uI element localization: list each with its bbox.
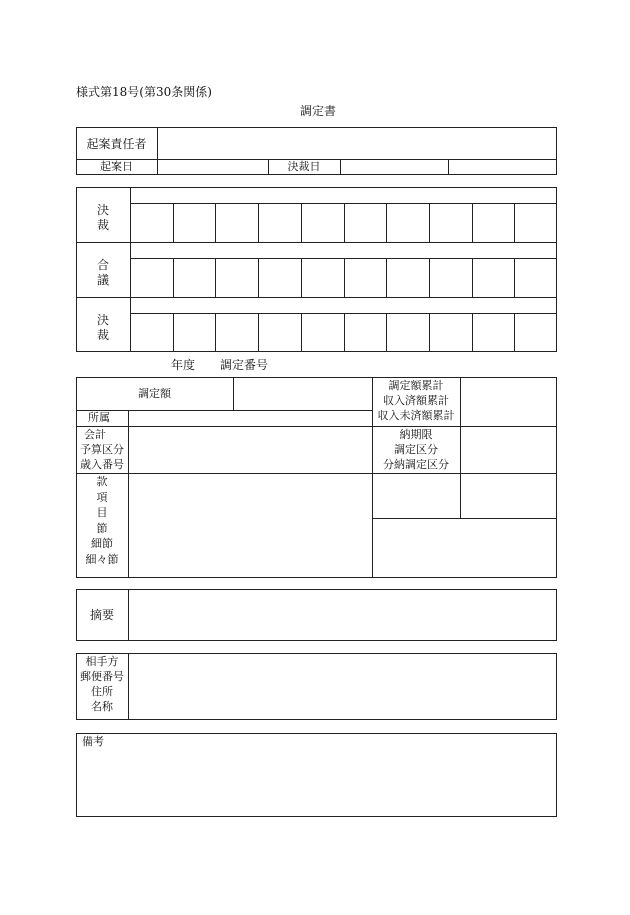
approval-stamp-cell[interactable] bbox=[259, 314, 300, 351]
approval-stamp-cell[interactable] bbox=[259, 204, 300, 241]
cumulative-assessment-label: 調定額累計 bbox=[388, 379, 444, 392]
assessment-amount-label: 調定額 bbox=[138, 387, 171, 400]
assessment-amount-field[interactable] bbox=[234, 378, 371, 409]
approval-stamp-cell[interactable] bbox=[345, 314, 386, 351]
account-labels bbox=[76, 427, 128, 472]
approval-stamp-cell[interactable] bbox=[302, 314, 343, 351]
assessment-number-label: 調定番号 bbox=[220, 358, 269, 372]
approval-stamp-cell[interactable] bbox=[345, 259, 386, 296]
summary-field[interactable] bbox=[129, 590, 556, 640]
counterparty-field[interactable] bbox=[129, 654, 556, 719]
approval-stamp-cell[interactable] bbox=[430, 204, 471, 241]
item-labels bbox=[76, 474, 128, 567]
approval-stamp-cell[interactable] bbox=[174, 314, 215, 351]
approval-stamp-cell[interactable] bbox=[174, 259, 215, 296]
summary-label: 摘要 bbox=[89, 608, 114, 622]
fiscal-year-label: 年度 bbox=[171, 358, 196, 372]
approval-stamp-cell[interactable] bbox=[131, 314, 172, 351]
item-saisetsu-label: 細節 bbox=[91, 537, 113, 550]
department-label: 所属 bbox=[88, 411, 110, 424]
remarks-label: 備考 bbox=[82, 735, 104, 748]
approval-stamp-cell[interactable] bbox=[302, 204, 343, 241]
approval-stamp-cell[interactable] bbox=[174, 204, 215, 241]
drafter-label: 起案責任者 bbox=[86, 137, 147, 151]
approval-stamp-cell[interactable] bbox=[216, 314, 257, 351]
item-extra-field-3[interactable] bbox=[373, 519, 556, 577]
item-kou-label: 項 bbox=[96, 490, 108, 504]
deadline-field[interactable] bbox=[461, 427, 556, 472]
item-saisaisetsu-label: 細々節 bbox=[85, 552, 119, 566]
deadline-labels bbox=[372, 427, 460, 472]
approval-stamp-cell[interactable] bbox=[131, 259, 172, 296]
department-field[interactable] bbox=[129, 411, 371, 425]
approval-stamp-cell[interactable] bbox=[515, 314, 556, 351]
installment-category-label: 分納調定区分 bbox=[383, 458, 449, 471]
item-extra-field-2[interactable] bbox=[461, 474, 556, 517]
item-extra-field-1[interactable] bbox=[373, 474, 459, 517]
account-field[interactable] bbox=[129, 427, 371, 472]
cumulative-field[interactable] bbox=[461, 378, 556, 425]
revenue-number-label: 歳入番号 bbox=[80, 458, 124, 471]
document-title: 調定書 bbox=[300, 104, 337, 118]
remarks-field[interactable] bbox=[77, 750, 556, 816]
approval-stamp-cell[interactable] bbox=[131, 204, 172, 241]
approval-stamp-cell[interactable] bbox=[473, 204, 514, 241]
cumulative-outstanding-label: 収入未済額累計 bbox=[377, 409, 455, 422]
approval-label-decision-2: 決 裁 bbox=[96, 313, 109, 342]
address-label: 住所 bbox=[91, 685, 113, 698]
counterparty-labels bbox=[76, 654, 128, 714]
approval-stamp-cell[interactable] bbox=[515, 259, 556, 296]
approval-label-consult: 合 議 bbox=[96, 258, 109, 287]
approval-stamp-cell[interactable] bbox=[345, 204, 386, 241]
item-field[interactable] bbox=[129, 474, 371, 577]
approval-stamp-cell[interactable] bbox=[387, 259, 428, 296]
item-moku-label: 目 bbox=[96, 506, 108, 519]
cumulative-received-label: 収入済額累計 bbox=[383, 394, 449, 407]
approval-label-decision-1: 決 裁 bbox=[96, 203, 109, 232]
drafter-field[interactable] bbox=[158, 128, 556, 158]
approval-stamp-cell[interactable] bbox=[302, 259, 343, 296]
postal-code-label: 郵便番号 bbox=[80, 670, 124, 683]
approval-stamp-cell[interactable] bbox=[430, 314, 471, 351]
approval-stamp-cell[interactable] bbox=[473, 314, 514, 351]
account-label: 会計 bbox=[84, 428, 106, 441]
approval-stamp-cell[interactable] bbox=[216, 204, 257, 241]
budget-category-label: 予算区分 bbox=[80, 443, 124, 456]
cumulative-labels bbox=[372, 378, 460, 423]
payment-deadline-label: 納期限 bbox=[399, 428, 433, 441]
draft-date-label: 起案日 bbox=[100, 160, 133, 173]
decision-date-field[interactable] bbox=[341, 160, 447, 174]
decision-date-label: 決裁日 bbox=[287, 160, 321, 173]
approval-stamp-cell[interactable] bbox=[473, 259, 514, 296]
approval-stamp-cell[interactable] bbox=[216, 259, 257, 296]
approval-stamp-cell[interactable] bbox=[387, 204, 428, 241]
approval-stamp-cell[interactable] bbox=[387, 314, 428, 351]
form-number: 様式第18号(第30条関係) bbox=[76, 85, 212, 99]
approval-stamp-cell[interactable] bbox=[515, 204, 556, 241]
item-kan-label: 款 bbox=[96, 475, 108, 488]
name-label: 名称 bbox=[91, 700, 113, 713]
assessment-category-label: 調定区分 bbox=[394, 443, 438, 456]
approval-stamp-cell[interactable] bbox=[259, 259, 300, 296]
approval-stamp-cell[interactable] bbox=[430, 259, 471, 296]
item-setsu-label: 節 bbox=[96, 521, 108, 535]
draft-date-field[interactable] bbox=[158, 160, 267, 174]
counterparty-label: 相手方 bbox=[85, 655, 119, 668]
